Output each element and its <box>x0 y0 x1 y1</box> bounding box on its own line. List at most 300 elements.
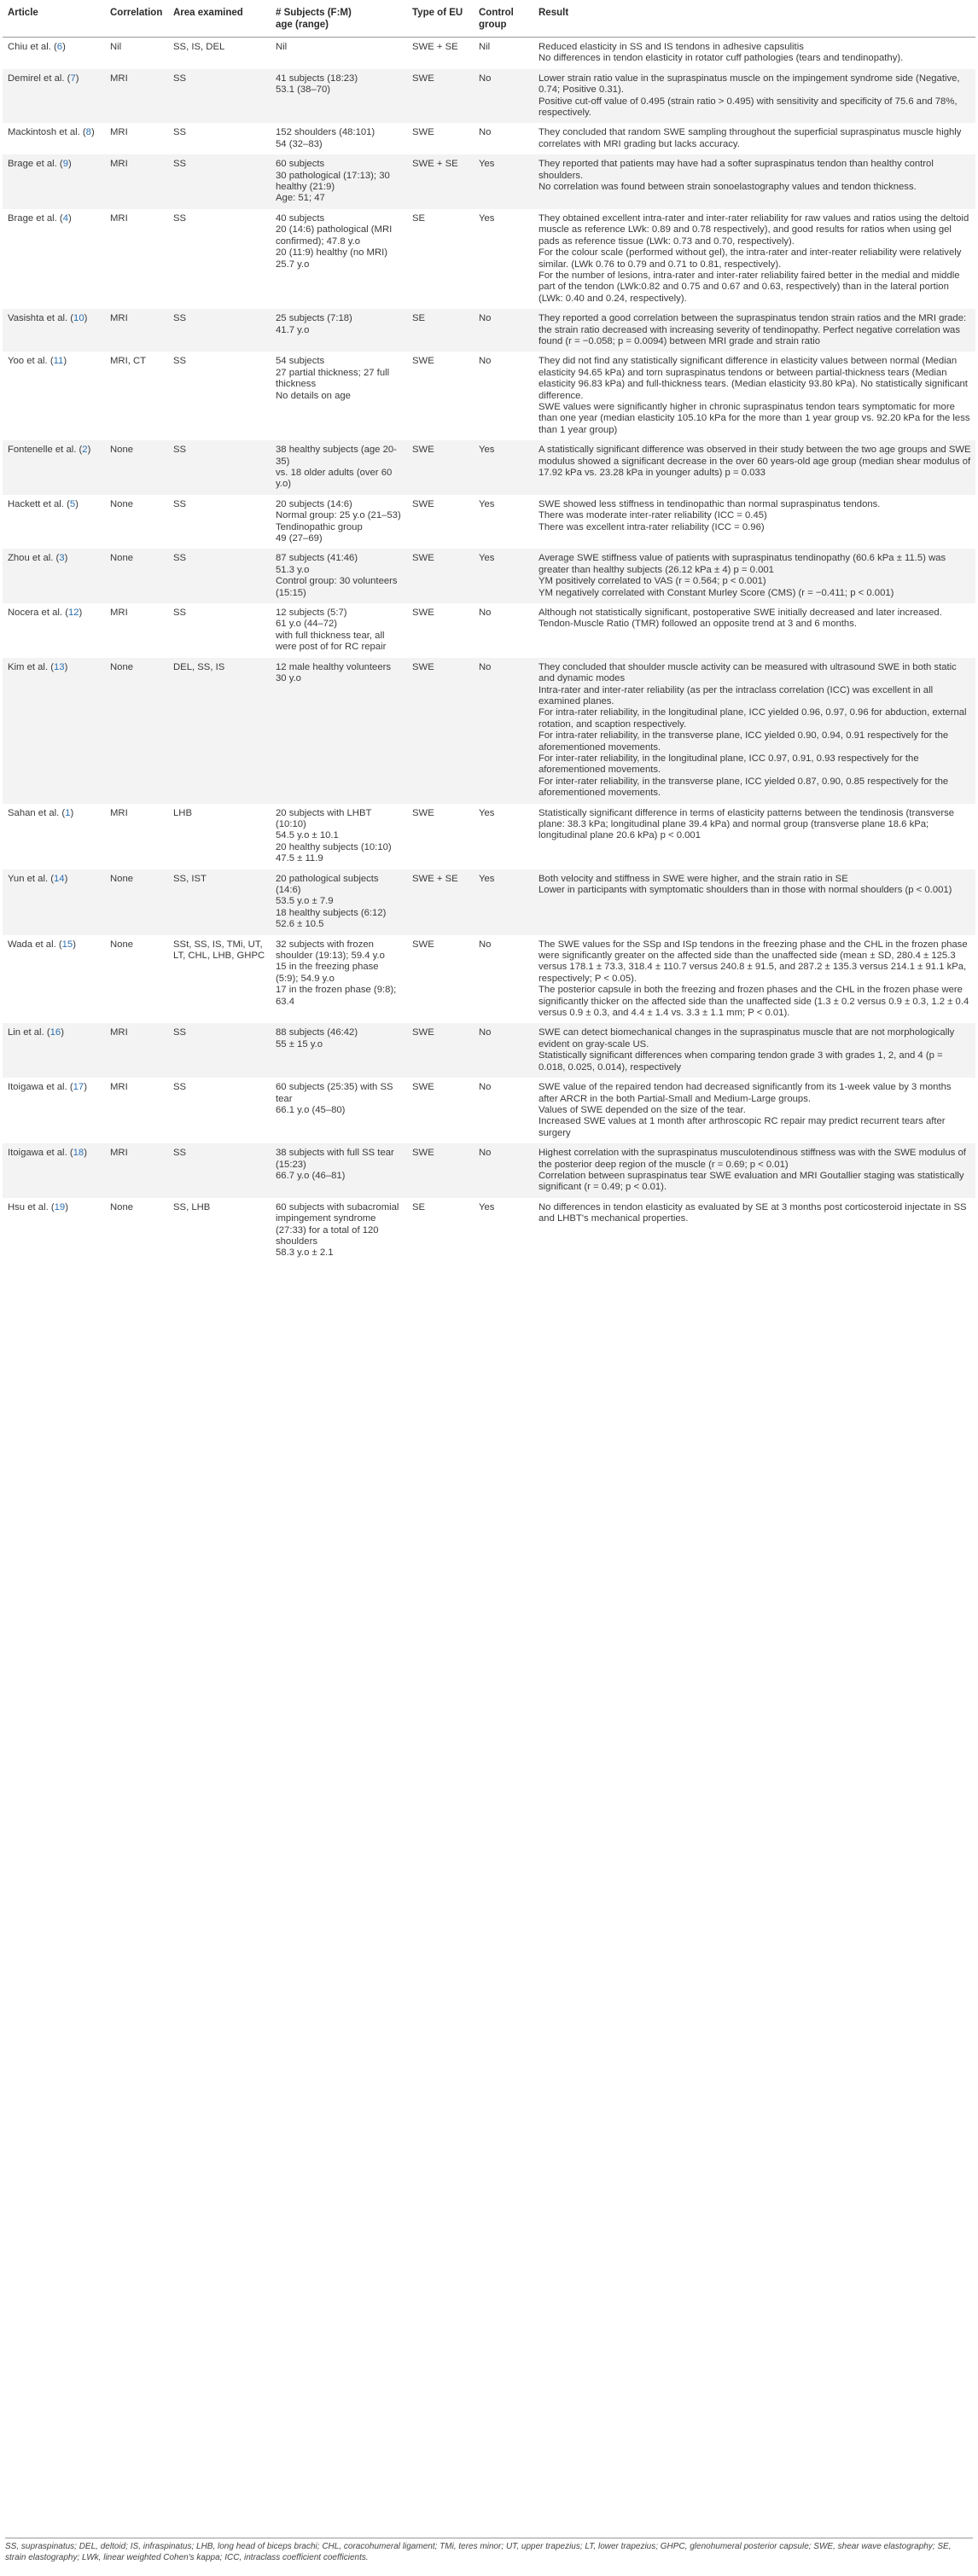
cell-area <box>168 38 271 69</box>
cell-result <box>533 495 975 550</box>
header-type: Type of EU <box>407 2 474 38</box>
cell-type: SWE + SE <box>407 154 474 209</box>
cell-subjects-line: Normal group: 25 y.o (21–53) <box>276 510 401 521</box>
table-row <box>3 123 975 154</box>
header-subjects: # Subjects (F:M) age (range) <box>271 2 407 38</box>
header-correlation: Correlation <box>105 2 168 38</box>
cell-subjects <box>271 440 407 495</box>
table-row <box>3 658 975 804</box>
cell-subjects <box>271 495 407 550</box>
cell-correlation: MRI <box>105 309 168 352</box>
cell-subjects-line: Tendinopathic group <box>276 521 363 532</box>
table-row <box>3 603 975 658</box>
cell-correlation: None <box>105 869 168 935</box>
cell-subjects-line: 25 subjects (7:18) <box>276 313 352 324</box>
cell-type: SE <box>412 212 426 224</box>
reference-link[interactable]: 4 <box>62 212 68 224</box>
article-author: Chiu et al. <box>8 42 51 52</box>
cell-type: SWE <box>412 127 434 138</box>
article-author: Sahan et al. <box>8 807 60 818</box>
cell-subjects-line: 20 healthy subjects (10:10) <box>276 841 392 852</box>
cell-area <box>168 1198 271 1264</box>
cell-article: Mackintosh et al. (8) <box>8 127 95 138</box>
header-result: Result <box>533 2 975 38</box>
cell-subjects <box>271 352 407 440</box>
cell-result <box>533 1078 975 1143</box>
cell-result-line: SWE values were significantly higher in chronic supraspinatus tendon tears symptomatic for more than one year (median elasticity 105.10 kPa for the more than 1 year group vs. 92.20 kPa for the less than 1 year group) <box>538 401 970 435</box>
cell-result-line: SWE showed less stiffness in tendinopathic than normal supraspinatus tendons. <box>538 498 881 509</box>
cell-area <box>168 352 271 440</box>
table-row <box>3 352 975 440</box>
cell-subjects-line: 60 subjects with subacromial impingement syndrome (27:33) for a total of 120 shoulders <box>276 1201 399 1247</box>
cell-result-line: Positive cut-off value of 0.495 (strain ratio > 0.495) with sensitivity and specificity of 75.6 and 78%, respectively. <box>538 96 958 119</box>
cell-type: SE <box>412 1201 426 1212</box>
cell-result <box>533 804 975 869</box>
reference-link[interactable]: 7 <box>70 73 76 84</box>
cell-result <box>533 549 975 603</box>
cell-result <box>533 209 975 309</box>
cell-control: Nil <box>479 42 491 52</box>
cell-subjects-line: 17 in the frozen phase (9:8); 63.4 <box>276 985 397 1007</box>
cell-area-line: SS <box>173 445 187 456</box>
article-author: Yoo et al. <box>8 356 48 367</box>
cell-result-line: The posterior capsule in both the freezing and frozen phases and the CHL in the frozen phase were significantly thicker on the affected side than the unaffected side (1.3 ± 0.2 versus 0.9 ± 0.3, 1.2 ± 0.4 versus 0.9 ± 0.3, and 4.4 ± 1.4 vs. 3.3 ± 1.1 mm; P < 0.01). <box>538 985 969 1019</box>
cell-subjects-line: 20 pathological subjects (14:6) <box>276 873 379 895</box>
article-author: Hackett et al. <box>8 498 64 509</box>
cell-article: Demirel et al. (7) <box>3 69 105 124</box>
cell-subjects-line: 54.5 y.o ± 10.1 <box>276 830 339 841</box>
reference-link[interactable]: 3 <box>59 553 65 564</box>
cell-subjects <box>271 1143 407 1198</box>
header-control: Control group <box>474 2 533 38</box>
reference-link[interactable]: 17 <box>73 1082 84 1093</box>
cell-result-line: No differences in tendon elasticity as evaluated by SE at 3 months post corticosteroid injectate in SS and LHBT's mechanical properties. <box>538 1201 967 1224</box>
article-author: Itoigawa et al. <box>8 1148 67 1159</box>
cell-result <box>533 69 975 124</box>
cell-result <box>533 154 975 209</box>
cell-result <box>533 603 975 658</box>
cell-area-line: DEL, SS, IS <box>173 661 225 672</box>
cell-area-line: SS <box>173 159 187 170</box>
cell-subjects-line: 20 subjects (14:6) <box>276 498 352 509</box>
cell-correlation: MRI <box>110 608 128 619</box>
cell-control: Yes <box>474 440 533 495</box>
cell-result-line: SWE can detect biomechanical changes in the supraspinatus muscle that are not morphologically evident on gray-scale US. <box>538 1027 955 1050</box>
cell-correlation: MRI <box>110 807 128 818</box>
cell-control: Yes <box>479 1201 495 1212</box>
cell-result-line: They did not find any statistically significant difference in elasticity values between normal (Median elasticity 94.65 kPa) and torn supraspinatus tendons or between partial-thickness tears (Median elasticity 96.83 kPa) and full-thickness tears. (Median elasticity 93.80 kPa). No statistically significant difference. <box>538 356 968 401</box>
cell-subjects-line: 20 (14:6) pathological (MRI confirmed); 47.8 y.o <box>276 224 393 247</box>
cell-subjects-line: 32 subjects with frozen shoulder (19:13); 59.4 y.o <box>276 939 385 962</box>
cell-result <box>533 309 975 352</box>
cell-subjects <box>271 549 407 603</box>
cell-article: Chiu et al. (6) <box>8 42 66 52</box>
reference-link[interactable]: 19 <box>54 1201 66 1212</box>
table-row <box>3 1143 975 1198</box>
cell-subjects-line: 30 y.o <box>276 673 301 684</box>
cell-area <box>168 935 271 1024</box>
cell-control: Yes <box>479 807 495 818</box>
cell-subjects <box>271 935 407 1024</box>
cell-area-line: SS <box>173 1027 187 1038</box>
cell-article: Brage et al. (4) <box>8 212 72 224</box>
cell-article: Brage et al. (9) <box>3 154 105 209</box>
table-row <box>3 1023 975 1078</box>
table-row <box>3 549 975 603</box>
cell-area <box>168 440 271 495</box>
cell-area-line: SS, IST <box>173 873 207 884</box>
cell-article: Kim et al. (13) <box>3 658 105 804</box>
cell-correlation: MRI <box>105 69 168 124</box>
cell-article: Hackett et al. (5) <box>8 498 79 509</box>
cell-control: Yes <box>474 869 533 935</box>
cell-result <box>533 352 975 440</box>
cell-control: Yes <box>479 498 495 509</box>
cell-area-line: SS <box>173 127 187 138</box>
cell-article: Sahan et al. (1) <box>8 807 74 818</box>
cell-correlation: None <box>105 549 168 603</box>
cell-correlation: None <box>105 658 168 804</box>
cell-result-line: Lower strain ratio value in the supraspinatus muscle on the impingement syndrome side (Negative, 0.74; Positive 0.31). <box>538 73 960 96</box>
cell-area <box>168 1078 271 1143</box>
cell-result <box>533 123 975 154</box>
cell-area-line: SS <box>173 356 187 367</box>
cell-subjects-line: Age: 51; 47 <box>276 193 325 204</box>
cell-control: No <box>474 309 533 352</box>
article-author: Zhou et al. <box>8 553 54 564</box>
cell-subjects-line: 40 subjects <box>276 212 325 224</box>
cell-result-line: No correlation was found between strain sonoelastography values and tendon thickness. <box>538 182 917 193</box>
cell-subjects-line: 55 ± 15 y.o <box>276 1038 323 1050</box>
cell-area-line: SS <box>173 553 187 564</box>
cell-subjects <box>271 804 407 869</box>
reference-link[interactable]: 12 <box>67 608 79 619</box>
cell-area <box>168 804 271 869</box>
cell-subjects-line: 60 subjects <box>276 159 325 170</box>
cell-control: No <box>474 1143 533 1198</box>
reference-link[interactable]: 13 <box>54 661 65 672</box>
cell-result-line: For intra-rater reliability, in the transverse plane, ICC yielded 0.90, 0.94, 0.91 respectively for the aforementioned movements. <box>538 730 949 753</box>
cell-subjects <box>271 69 407 124</box>
cell-area <box>168 658 271 804</box>
cell-result-line: Correlation between supraspinatus tear SWE evaluation and MRI Goutallier staging was statistically significant (r = 0.49; p < 0.01). <box>538 1170 964 1193</box>
cell-result-line: Statistically significant differences when comparing tendon grade 3 with grades 1, 2, and 4 (p = 0.018, 0.025, 0.014), respectively <box>538 1050 943 1073</box>
cell-subjects-line: 15 in the freezing phase (5:9); 54.9 y.o <box>276 962 379 984</box>
cell-subjects-line: with full thickness tear, all were post of for RC repair <box>276 630 387 653</box>
cell-subjects <box>271 38 407 69</box>
cell-subjects <box>271 869 407 935</box>
cell-result <box>533 1143 975 1198</box>
cell-type: SWE <box>412 498 434 509</box>
cell-subjects-line: 47.5 ± 11.9 <box>276 853 323 864</box>
cell-correlation: Nil <box>110 42 122 52</box>
cell-subjects-line: 53.5 y.o ± 7.9 <box>276 896 334 907</box>
cell-control: No <box>474 1023 533 1078</box>
article-author: Nocera et al. <box>8 608 63 619</box>
article-author: Vasishta et al. <box>8 313 68 324</box>
article-author: Hsu et al. <box>8 1201 49 1212</box>
cell-subjects-line: 20 (11:9) healthy (no MRI) <box>276 247 388 259</box>
cell-correlation: MRI <box>110 127 128 138</box>
cell-area-line: LHB <box>173 807 192 818</box>
cell-subjects-line: 12 subjects (5:7) <box>276 608 347 619</box>
cell-result <box>533 38 975 69</box>
cell-control: No <box>479 127 492 138</box>
cell-result-line: For inter-rater reliability, in the transverse plane, ICC yielded 0.87, 0.90, 0.85 respectively for the aforementioned movements. <box>538 776 949 799</box>
cell-result-line: They concluded that shoulder muscle activity can be measured with ultrasound SWE in both static and dynamic modes <box>538 661 957 684</box>
table-row <box>3 1198 975 1264</box>
cell-subjects-line: 30 pathological (17:13); 30 healthy (21:9) <box>276 170 390 193</box>
cell-result-line: No differences in tendon elasticity in rotator cuff pathologies (tears and tendinopathy). <box>538 53 904 64</box>
cell-result-line: YM negatively correlated with Constant Murley Score (CMS) (r = −0.411; p < 0.001) <box>538 587 894 598</box>
cell-area-line: SS, LHB <box>173 1201 211 1212</box>
table-row <box>3 69 975 124</box>
table-footnote: SS, supraspinatus; DEL, deltoid; IS, infraspinatus; LHB, long head of biceps brachi; CHL, coracohumeral ligament; TMi, teres minor; UT, upper trapezius; LT, lower trapezius; GHPC, glenohumeral posterior capsule; SWE, shear wave elastography; SE, strain elastography; LWk, linear weighted Cohen's kappa; ICC, intraclass coefficient coefficients. <box>5 2538 973 2563</box>
cell-result <box>533 440 975 495</box>
cell-area <box>168 549 271 603</box>
cell-control: No <box>474 69 533 124</box>
table-row <box>3 869 975 935</box>
cell-result-line: For intra-rater reliability, in the longitudinal plane, ICC yielded 0.96, 0.97, 0.96 for abduction, external rotation, and scaption respectively. <box>538 707 967 730</box>
article-author: Demirel et al. <box>8 73 65 84</box>
cell-area <box>168 123 271 154</box>
cell-correlation: MRI <box>105 1143 168 1198</box>
article-author: Itoigawa et al. <box>8 1082 67 1093</box>
cell-control: Yes <box>479 212 495 224</box>
cell-type: SE <box>407 309 474 352</box>
reference-link[interactable]: 8 <box>85 127 91 138</box>
article-author: Fontenelle et al. <box>8 445 77 456</box>
article-author: Lin et al. <box>8 1027 44 1038</box>
cell-area-line: SS <box>173 313 187 324</box>
header-article: Article <box>3 2 105 38</box>
cell-subjects-line: 41 subjects (18:23) <box>276 73 358 84</box>
cell-result <box>533 1198 975 1264</box>
cell-result <box>533 869 975 935</box>
cell-article: Yoo et al. (11) <box>8 356 67 367</box>
cell-article: Zhou et al. (3) <box>3 549 105 603</box>
cell-article: Fontenelle et al. (2) <box>3 440 105 495</box>
cell-subjects <box>271 209 407 309</box>
reference-link[interactable]: 5 <box>69 498 76 509</box>
cell-type: SWE <box>407 549 474 603</box>
cell-subjects <box>271 1023 407 1078</box>
table-row <box>3 804 975 869</box>
cell-area-line: SS <box>173 1082 187 1093</box>
table-row <box>3 440 975 495</box>
cell-type: SWE <box>407 658 474 804</box>
cell-subjects-line: 87 subjects (41:46) <box>276 553 358 564</box>
cell-correlation: None <box>105 440 168 495</box>
reference-link[interactable]: 14 <box>54 873 65 884</box>
cell-result-line: For the colour scale (performed without gel), the intra-rater and inter-reater reliability were relatively similar. (LWk 0.76 to 0.79 and 0.71 to 0.81, respectively). <box>538 247 962 270</box>
table-row <box>3 209 975 309</box>
cell-result-line: They concluded that random SWE sampling throughout the superficial supraspinatus muscle highly correlates with MRI grading but lacks accuracy. <box>538 127 962 149</box>
cell-subjects-line: 58.3 y.o ± 2.1 <box>276 1247 334 1259</box>
cell-article: Hsu et al. (19) <box>8 1201 68 1212</box>
cell-result-line: They reported that patients may have had a softer supraspinatus tendon than healthy control shoulders. <box>538 159 934 181</box>
cell-correlation: MRI <box>105 154 168 209</box>
cell-correlation: None <box>110 1201 134 1212</box>
cell-subjects-line: 41.7 y.o <box>276 324 310 335</box>
cell-subjects-line: 12 male healthy volunteers <box>276 661 392 672</box>
cell-subjects <box>271 1198 407 1264</box>
header-area: Area examined <box>168 2 271 38</box>
table-row <box>3 309 975 352</box>
cell-article: Yun et al. (14) <box>3 869 105 935</box>
cell-control: No <box>479 608 492 619</box>
cell-area <box>168 495 271 550</box>
cell-article: Wada et al. (15) <box>8 939 76 950</box>
cell-correlation: MRI <box>110 212 128 224</box>
cell-subjects-line: 152 shoulders (48:101) <box>276 127 375 138</box>
cell-result-line: Although not statistically significant, postoperative SWE initially decreased and later increased. <box>538 608 942 619</box>
cell-subjects-line: No details on age <box>276 390 351 401</box>
cell-subjects-line: 20 subjects with LHBT (10:10) <box>276 807 372 829</box>
cell-type: SWE + SE <box>412 42 458 52</box>
cell-area-line: SS <box>173 608 187 619</box>
cell-subjects-line: 52.6 ± 10.5 <box>276 919 324 930</box>
cell-subjects-line: 61 y.o (44–72) <box>276 619 338 630</box>
table-body <box>3 38 975 1264</box>
cell-type: SWE <box>412 356 434 367</box>
article-author: Wada et al. <box>8 939 56 950</box>
cell-result-line: Increased SWE values at 1 month after arthroscopic RC repair may predict recurrent tears after surgery <box>538 1116 946 1138</box>
cell-type: SWE <box>412 939 434 950</box>
cell-result-line: There was moderate inter-rater reliability (ICC = 0.45) <box>538 510 767 521</box>
cell-article: Vasishta et al. (10) <box>3 309 105 352</box>
cell-area <box>168 1143 271 1198</box>
cell-result-line: Intra-rater and inter-rater reliability (as per the intraclass correlation (ICC) was excellent in all examined planes. <box>538 684 934 707</box>
cell-subjects <box>271 658 407 804</box>
cell-subjects-line: 38 subjects with full SS tear (15:23) <box>276 1148 394 1170</box>
cell-correlation: MRI <box>105 1023 168 1078</box>
cell-type: SWE <box>407 1143 474 1198</box>
cell-area-line: SS <box>173 1148 187 1159</box>
cell-control: No <box>479 939 492 950</box>
article-author: Mackintosh et al. <box>8 127 80 138</box>
cell-correlation: None <box>110 498 134 509</box>
cell-subjects-line: vs. 18 older adults (over 60 y.o) <box>276 468 393 490</box>
cell-result-line: A statistically significant difference was observed in their study between the two age groups and SWE modulus showed a significant decrease in the over 60 years-old age group (median shear modulus of 17.92 kPa vs. 23.28 kPa in younger adults) p = 0.033 <box>538 445 971 478</box>
cell-subjects <box>271 123 407 154</box>
cell-result-line: Values of SWE depended on the size of the tear. <box>538 1104 746 1115</box>
cell-area-line: SSt, SS, IS, TMi, UT, LT, CHL, LHB, GHPC <box>173 939 265 962</box>
cell-subjects-line: 54 subjects <box>276 356 325 367</box>
reference-link[interactable]: 15 <box>61 939 73 950</box>
reference-link[interactable]: 6 <box>56 42 63 52</box>
cell-type: SWE <box>407 1023 474 1078</box>
cell-result-line: YM positively correlated to VAS (r = 0.564; p < 0.001) <box>538 576 766 587</box>
cell-correlation: MRI <box>110 1082 128 1093</box>
cell-result-line: SWE value of the repaired tendon had decreased significantly from its 1-week value by 3 months after ARCR in the both Partial-Small and Medium-Large groups. <box>538 1082 952 1104</box>
table-row <box>3 154 975 209</box>
cell-result-line: For the number of lesions, intra-rater and inter-rater reliability faired better in the medial and middle part of the tendon (LWk:0.82 and 0.75 and 0.67 and 0.63, respectively) than in the lateral portion (LWk: 0.40 and 0.24, respectively). <box>538 270 960 304</box>
cell-type: SWE + SE <box>407 869 474 935</box>
cell-subjects-line: 66.7 y.o (46–81) <box>276 1170 346 1181</box>
cell-area <box>168 309 271 352</box>
table-header <box>3 2 975 38</box>
cell-result-line: Reduced elasticity in SS and IS tendons in adhesive capsulitis <box>538 42 804 52</box>
cell-article: Itoigawa et al. (18) <box>3 1143 105 1198</box>
cell-correlation: MRI, CT <box>110 356 147 367</box>
cell-area-line: SS <box>173 498 187 509</box>
cell-article: Lin et al. (16) <box>3 1023 105 1078</box>
cell-subjects <box>271 603 407 658</box>
cell-area <box>168 209 271 309</box>
cell-subjects <box>271 154 407 209</box>
article-author: Yun et al. <box>8 873 49 884</box>
cell-type: SWE <box>407 69 474 124</box>
cell-article: Itoigawa et al. (17) <box>8 1082 87 1093</box>
cell-subjects-line: 49 (27–69) <box>276 533 323 544</box>
cell-correlation: None <box>110 939 134 950</box>
cell-subjects-line: Nil <box>276 42 288 52</box>
article-author: Brage et al. <box>8 159 57 170</box>
reference-link[interactable]: 16 <box>49 1027 61 1038</box>
table-row <box>3 495 975 550</box>
cell-article: Nocera et al. (12) <box>8 608 83 619</box>
cell-subjects-line: 18 healthy subjects (6:12) <box>276 907 387 918</box>
cell-result-line: They obtained excellent intra-rater and inter-rater reliability for raw values and ratios using the deltoid muscle as reference LWk: 0.89 and 0.78 respectively), and good results for ratios when using gel pads as reference tissue (LWk: 0.73 and 0.70, respectively). <box>538 212 969 247</box>
cell-type: SWE <box>412 1082 434 1093</box>
cell-subjects-line: 25.7 y.o <box>276 259 310 270</box>
cell-subjects-line: 27 partial thickness; 27 full thickness <box>276 367 390 390</box>
cell-area <box>168 869 271 935</box>
cell-subjects-line: Control group: 30 volunteers (15:15) <box>276 576 398 598</box>
cell-result <box>533 935 975 1024</box>
cell-result-line: Statistically significant difference in terms of elasticity patterns between the tendinosis (transverse plane: 38.3 kPa; longitudinal plane 39.4 kPa) and normal group (transverse plane 18.6 kPa; longitudinal plane 20.6 kPa) p < 0.001 <box>538 807 955 841</box>
cell-area <box>168 603 271 658</box>
reference-link[interactable]: 2 <box>82 445 88 456</box>
cell-result-line: They reported a good correlation between the supraspinatus tendon strain ratios and the MRI grade: the strain ratio decreased with increasing severity of tendinopathy. Perfect negative correlation was found (r = −0.058; p = 0.0094) between MRI grade and strain ratio <box>538 313 967 346</box>
reference-link[interactable]: 1 <box>65 807 71 818</box>
cell-area <box>168 69 271 124</box>
cell-subjects-line: 54 (32–83) <box>276 138 323 149</box>
cell-result-line: Highest correlation with the supraspinatus musculotendinous stiffness was with the SWE modulus of the posterior deep region of the muscle (r = 0.69; p < 0.01) <box>538 1148 966 1170</box>
cell-area <box>168 154 271 209</box>
cell-subjects <box>271 309 407 352</box>
cell-result-line: Average SWE stiffness value of patients with supraspinatus tendinopathy (60.6 kPa ± 11.5) was greater than healthy subjects (26.12 kPa ± 4) p = 0.001 <box>538 553 946 575</box>
cell-result-line: For inter-rater reliability, in the longitudinal plane, ICC 0.97, 0.91, 0.93 respectively for the aforementioned movements. <box>538 753 919 776</box>
cell-control: No <box>479 1082 492 1093</box>
cell-subjects-line: 60 subjects (25:35) with SS tear <box>276 1082 393 1104</box>
cell-type: SWE <box>412 608 434 619</box>
cell-subjects-line: 66.1 y.o (45–80) <box>276 1104 346 1115</box>
studies-table <box>3 2 975 1264</box>
cell-area-line: SS, IS, DEL <box>173 42 225 52</box>
cell-control: Yes <box>474 549 533 603</box>
reference-link[interactable]: 18 <box>73 1148 84 1159</box>
cell-area-line: SS <box>173 73 187 84</box>
cell-type: SWE <box>412 807 434 818</box>
reference-link[interactable]: 11 <box>53 356 64 367</box>
cell-area-line: SS <box>173 212 187 224</box>
table-row <box>3 1078 975 1143</box>
cell-result-line: Both velocity and stiffness in SWE were higher, and the strain ratio in SE <box>538 873 848 884</box>
article-author: Brage et al. <box>8 212 57 224</box>
cell-subjects-line: 88 subjects (46:42) <box>276 1027 358 1038</box>
cell-result-line: Lower in participants with symptomatic shoulders than in those with normal shoulders (p < 0.001) <box>538 885 952 895</box>
cell-result-line: The SWE values for the SSp and ISp tendons in the freezing phase and the CHL in the frozen phase were significantly greater on the affected side than the unaffected side (mean ± SD, 280.4 ± 125.3 versus 178.1 ± 73.3, 318.4 ± 110.7 versus 240.8 ± 91.5, and 287.2 ± 135.3 versus 214.1 ± 91.1 kPa, respectively; P < 0.05). <box>538 939 968 984</box>
cell-result <box>533 658 975 804</box>
reference-link[interactable]: 10 <box>73 313 84 324</box>
reference-link[interactable]: 9 <box>62 159 68 170</box>
cell-area <box>168 1023 271 1078</box>
cell-control: Yes <box>474 154 533 209</box>
table-row <box>3 935 975 1024</box>
cell-control: No <box>474 658 533 804</box>
